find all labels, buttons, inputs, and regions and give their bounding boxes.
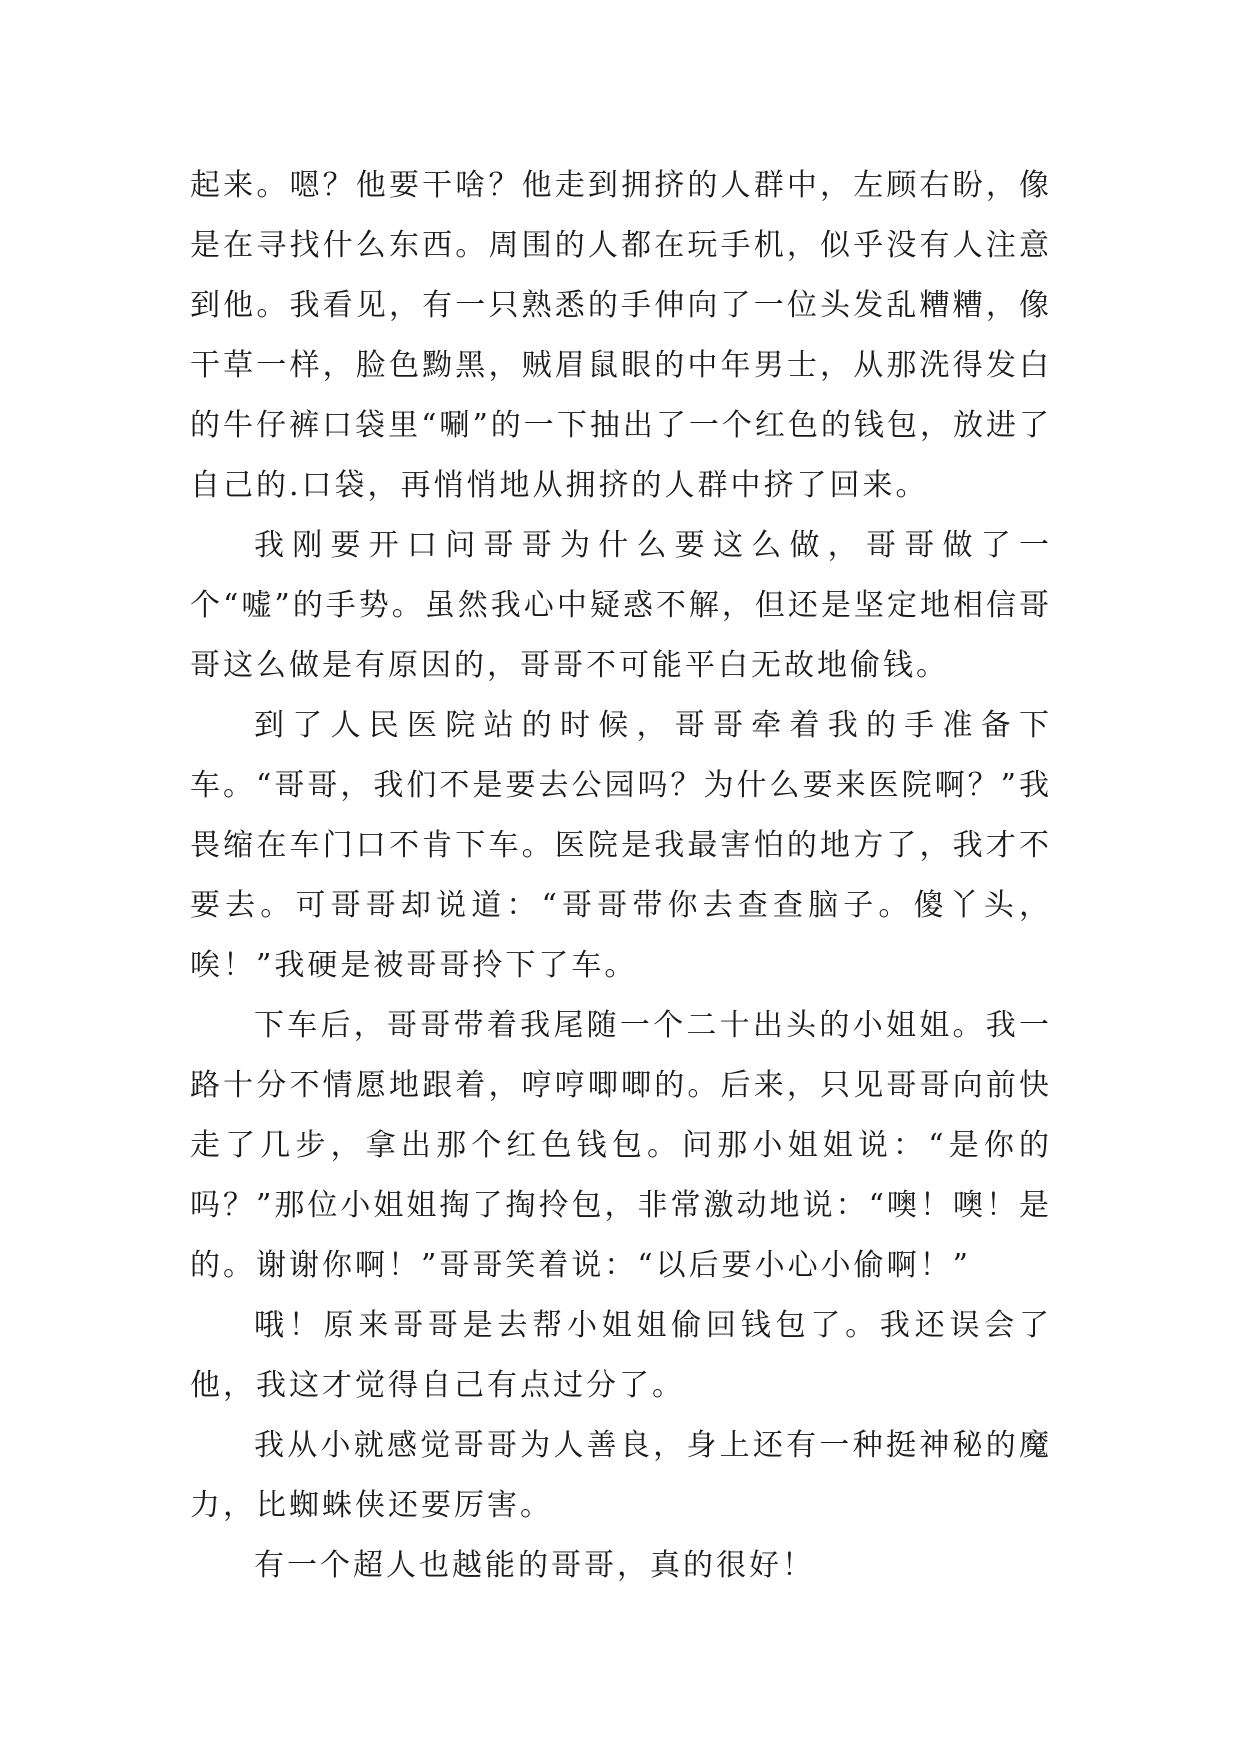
- paragraph-4: 下车后，哥哥带着我尾随一个二十出头的小姐姐。我一路十分不情愿地跟着，哼哼唧唧的。后来，只见哥哥向前快走了几步，拿出那个红色钱包。问那小姐姐说：“是你的吗？”那位小姐姐掏了掏拎包，非常激动地说：“噢！噢！是的。谢谢你啊！”哥哥笑着说：“以后要小心小偷啊！”: [190, 1008, 1052, 1283]
- paragraph-6: 我从小就感觉哥哥为人善良，身上还有一种挺神秘的魔力，比蜘蛛侠还要厉害。: [190, 1428, 1052, 1523]
- paragraph-3: 到了人民医院站的时候，哥哥牵着我的手准备下车。“哥哥，我们不是要去公园吗？为什么要来医院啊？”我畏缩在车门口不肯下车。医院是我最害怕的地方了，我才不要去。可哥哥却说道：“哥哥带你去查查脑子。傻丫头，唉！”我硬是被哥哥拎下了车。: [190, 708, 1052, 983]
- paragraph-2: 我刚要开口问哥哥为什么要这么做，哥哥做了一个“嘘”的手势。虽然我心中疑惑不解，但还是坚定地相信哥哥这么做是有原因的，哥哥不可能平白无故地偷钱。: [190, 528, 1052, 683]
- paragraph-1: 起来。嗯？他要干啥？他走到拥挤的人群中，左顾右盼，像是在寻找什么东西。周围的人都在玩手机，似乎没有人注意到他。我看见，有一只熟悉的手伸向了一位头发乱糟糟，像干草一样，脸色黝黑，贼眉鼠眼的中年男士，从那洗得发白的牛仔裤口袋里“唰”的一下抽出了一个红色的钱包，放进了自己的.口袋，再悄悄地从拥挤的人群中挤了回来。: [190, 168, 1052, 503]
- body-text: [190, 156, 1052, 1596]
- paragraph-5: 哦！原来哥哥是去帮小姐姐偷回钱包了。我还误会了他，我这才觉得自己有点过分了。: [190, 1308, 1052, 1403]
- paragraph-7: 有一个超人也越能的哥哥，真的很好！: [254, 1548, 815, 1583]
